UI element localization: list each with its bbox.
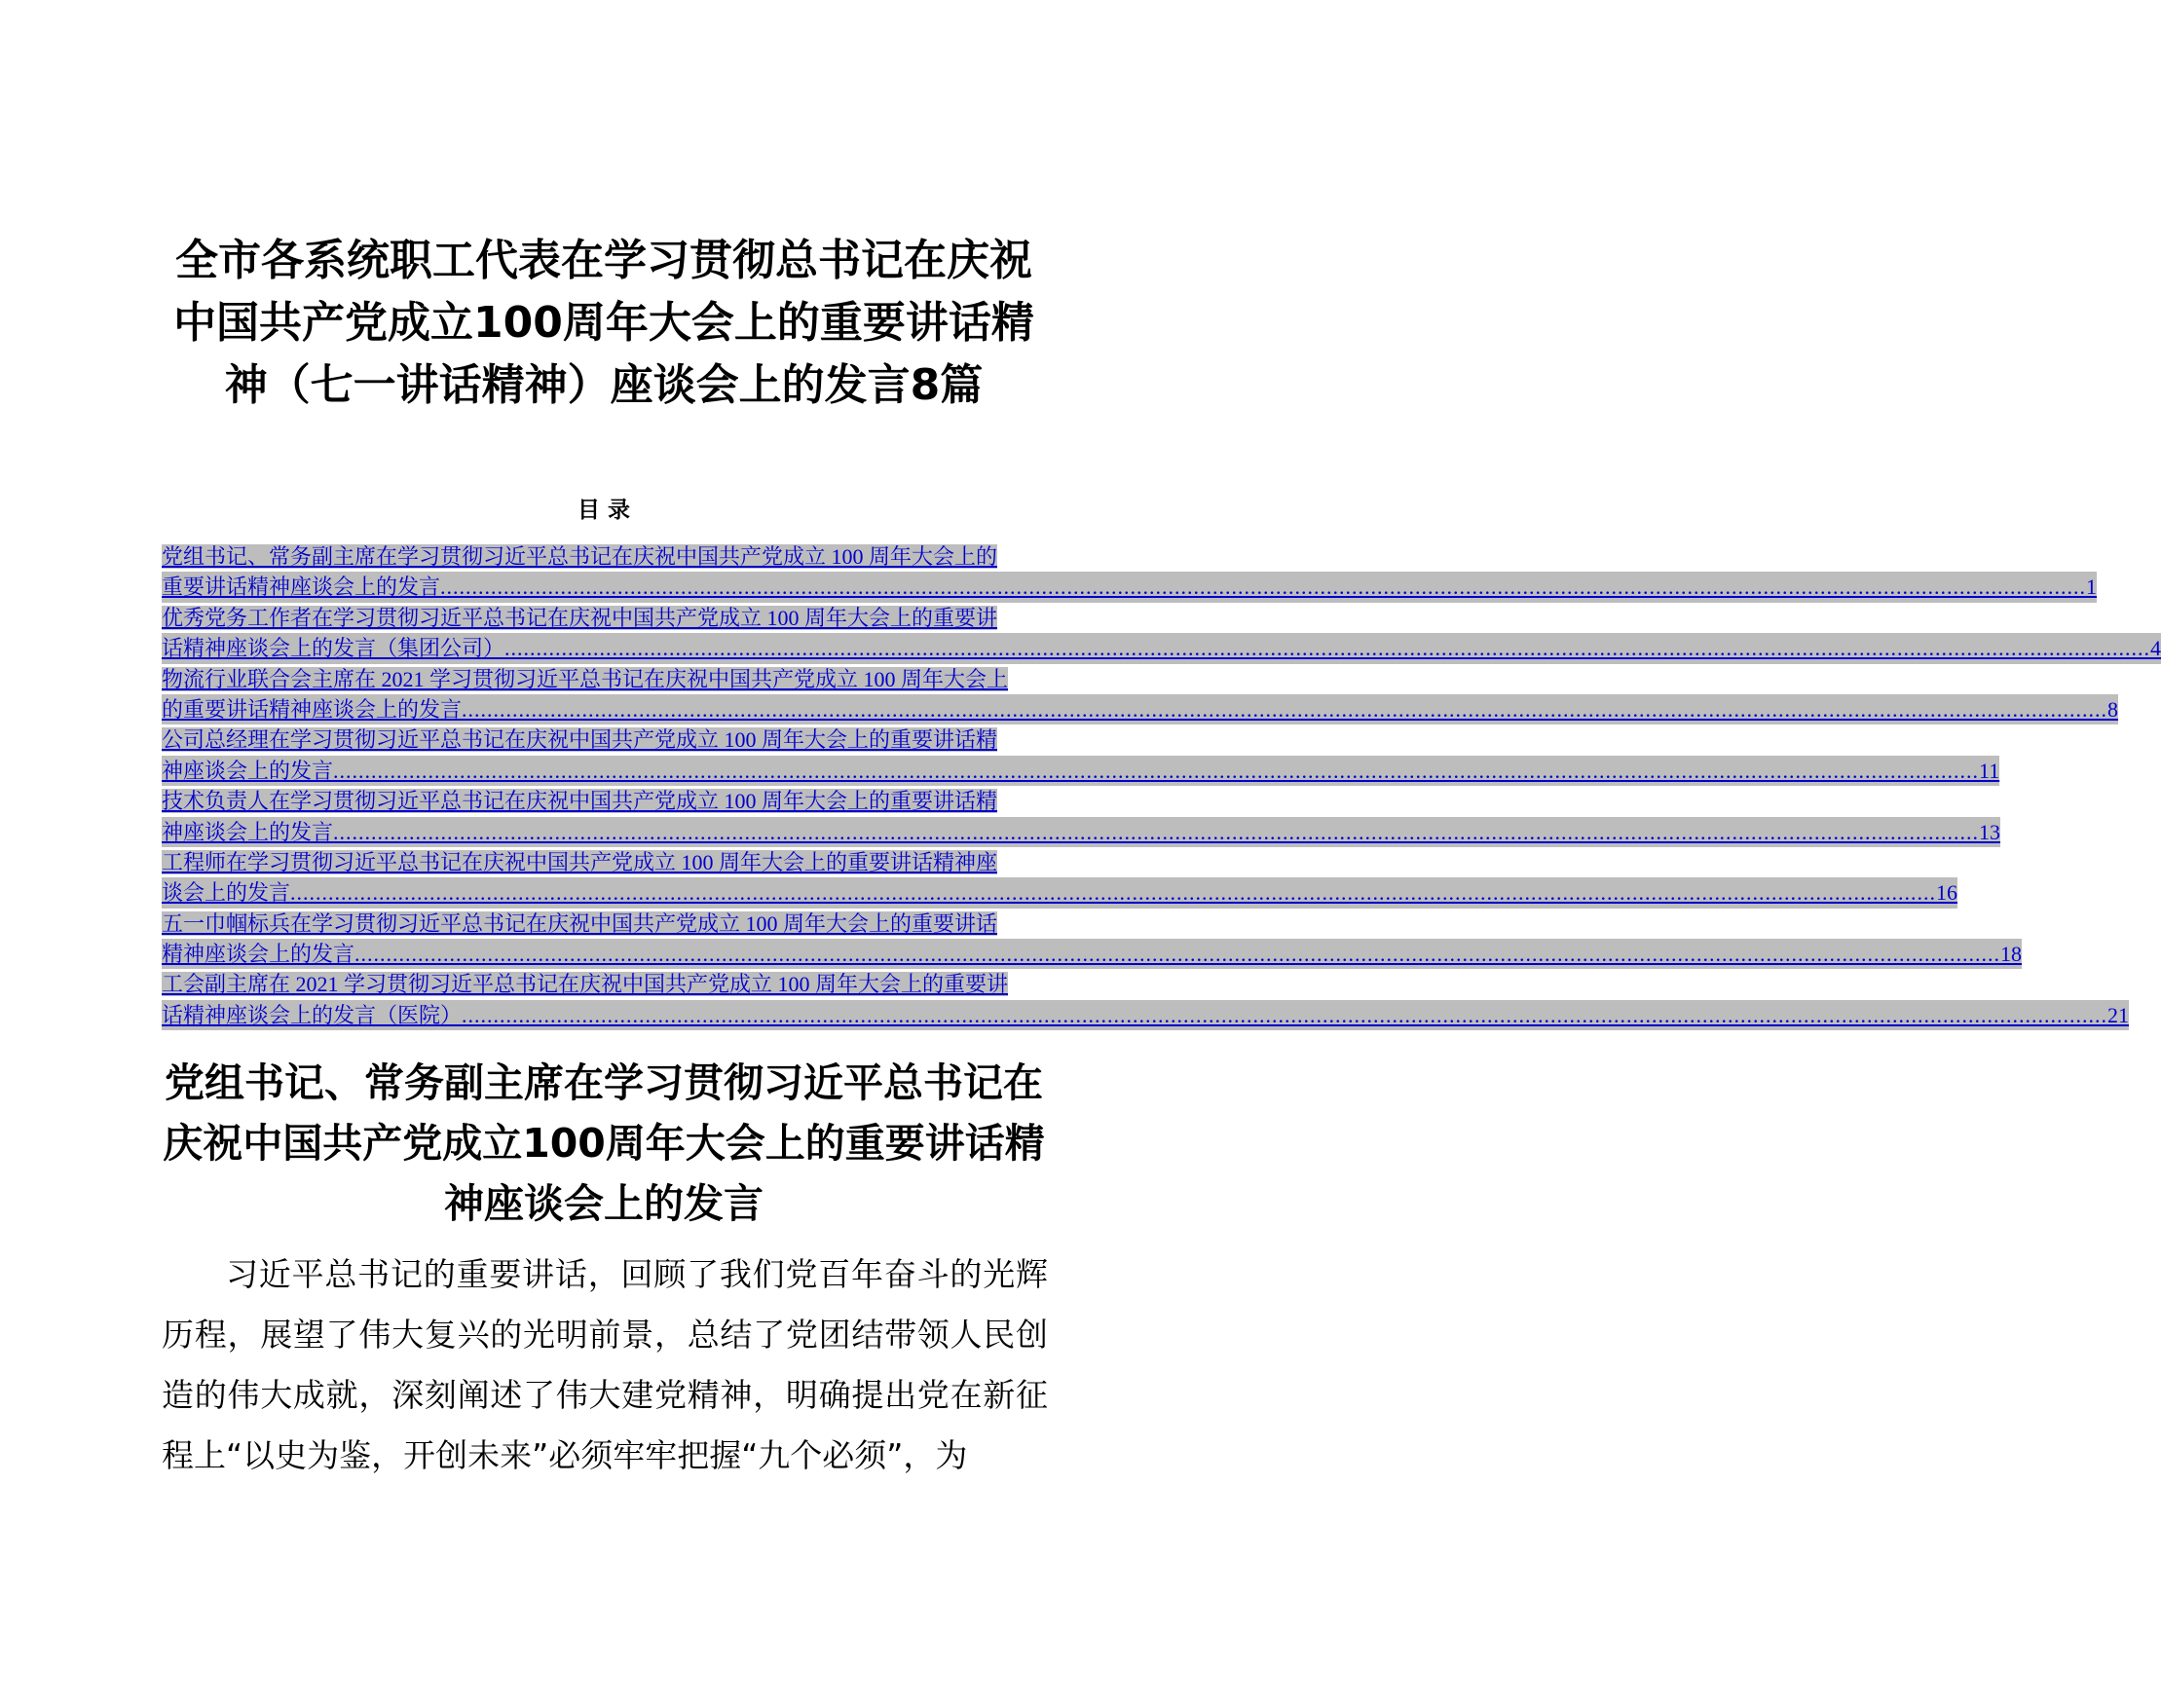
toc-entry-line[interactable]: [162, 541, 1048, 572]
toc-entry-title-part2[interactable]: 精神座谈会上的发言: [162, 939, 354, 969]
toc-entry-title-part1[interactable]: 技术负责人在学习贯彻习近平总书记在庆祝中国共产党成立 100 周年大会上的重要讲话精: [162, 789, 998, 814]
toc-entry-title-part2[interactable]: 神座谈会上的发言: [162, 817, 333, 847]
body-paragraph: 习近平总书记的重要讲话，回顾了我们党百年奋斗的光辉历程，展望了伟大复兴的光明前景，总结了党团结带领人民创造的伟大成就，深刻阐述了伟大建党精神，明确提出党在新征程上“以史为鉴，开创未来”必须牢牢把握“九个必须”，为: [162, 1255, 1048, 1474]
toc-page-number[interactable]: 16: [1936, 877, 1957, 908]
toc-entry-line[interactable]: [162, 603, 1048, 633]
table-of-contents: [162, 541, 2161, 1030]
toc-entry-title-part1[interactable]: 优秀党务工作者在学习贯彻习近平总书记在庆祝中国共产党成立 100 周年大会上的重要讲: [162, 605, 998, 630]
toc-entry[interactable]: [162, 603, 2161, 664]
toc-entry-line[interactable]: [162, 939, 2023, 969]
toc-leader-dots: ....................................................................................................................................................................................................................................................................: [462, 694, 2107, 724]
toc-entry[interactable]: [162, 847, 1958, 909]
toc-page-number[interactable]: 8: [2107, 694, 2118, 724]
toc-entry[interactable]: [162, 724, 2000, 786]
toc-leader-dots: ....................................................................................................................................................................................................................................................................: [290, 877, 1936, 908]
document-title: 全市各系统职工代表在学习贯彻总书记在庆祝中国共产党成立100周年大会上的重要讲话精神（七一讲话精神）座谈会上的发言8篇: [173, 236, 1034, 410]
toc-entry-title-part1[interactable]: 物流行业联合会主席在 2021 学习贯彻习近平总书记在庆祝中国共产党成立 100 周年大会上: [162, 666, 1009, 691]
toc-entry-title-part1[interactable]: 公司总经理在学习贯彻习近平总书记在庆祝中国共产党成立 100 周年大会上的重要讲话精: [162, 727, 998, 753]
toc-leader-dots: ....................................................................................................................................................................................................................................................................: [333, 817, 1979, 847]
toc-entry-title-part2[interactable]: 话精神座谈会上的发言（医院）: [162, 1000, 462, 1030]
toc-entry-line[interactable]: [162, 724, 1048, 755]
toc-page-number[interactable]: 18: [2000, 939, 2022, 969]
toc-entry-title-part2[interactable]: 重要讲话精神座谈会上的发言: [162, 572, 440, 602]
toc-entry-title-part2[interactable]: 神座谈会上的发言: [162, 756, 333, 786]
toc-entry-title-part1[interactable]: 工会副主席在 2021 学习贯彻习近平总书记在庆祝中国共产党成立 100 周年大会上的重要讲: [162, 972, 1009, 997]
toc-heading: 目 录: [577, 498, 630, 523]
toc-entry-line[interactable]: [162, 572, 2098, 602]
toc-entry-line[interactable]: [162, 969, 1048, 999]
toc-entry-line[interactable]: [162, 664, 1048, 694]
toc-entry-line[interactable]: [162, 756, 2000, 786]
toc-entry-line[interactable]: [162, 633, 2161, 663]
toc-page-number[interactable]: 1: [2086, 572, 2097, 602]
toc-page-number[interactable]: 4: [2150, 633, 2161, 663]
toc-entry-title-part1[interactable]: 五一巾帼标兵在学习贯彻习近平总书记在庆祝中国共产党成立 100 周年大会上的重要讲话: [162, 910, 998, 936]
toc-entry-title-part1[interactable]: 工程师在学习贯彻习近平总书记在庆祝中国共产党成立 100 周年大会上的重要讲话精神座: [162, 849, 998, 874]
toc-entry[interactable]: [162, 969, 2130, 1030]
toc-entry-line[interactable]: [162, 847, 1048, 877]
toc-entry-line[interactable]: [162, 877, 1958, 908]
toc-entry-title-part2[interactable]: 的重要讲话精神座谈会上的发言: [162, 694, 462, 724]
toc-entry-line[interactable]: [162, 817, 2001, 847]
toc-leader-dots: ....................................................................................................................................................................................................................................................................: [333, 756, 1979, 786]
toc-entry-title-part2[interactable]: 话精神座谈会上的发言（集团公司）: [162, 633, 504, 663]
toc-entry-title-part1[interactable]: 党组书记、常务副主席在学习贯彻习近平总书记在庆祝中国共产党成立 100 周年大会上的: [162, 544, 998, 569]
toc-entry[interactable]: [162, 909, 2023, 970]
section-title: 党组书记、常务副主席在学习贯彻习近平总书记在庆祝中国共产党成立100周年大会上的重要讲话精神座谈会上的发言: [163, 1059, 1045, 1227]
toc-leader-dots: ....................................................................................................................................................................................................................................................................: [462, 1000, 2107, 1030]
toc-entry-line[interactable]: [162, 1000, 2130, 1030]
toc-entry-line[interactable]: [162, 694, 2119, 724]
toc-page-number[interactable]: 11: [1979, 756, 1999, 786]
toc-entry-line[interactable]: [162, 786, 1048, 816]
toc-entry-title-part2[interactable]: 谈会上的发言: [162, 877, 290, 908]
toc-entry-line[interactable]: [162, 909, 1048, 939]
toc-leader-dots: ....................................................................................................................................................................................................................................................................: [440, 572, 2086, 602]
toc-page-number[interactable]: 21: [2107, 1000, 2129, 1030]
toc-page-number[interactable]: 13: [1979, 817, 2000, 847]
toc-leader-dots: ....................................................................................................................................................................................................................................................................: [504, 633, 2150, 663]
toc-entry[interactable]: [162, 541, 2098, 603]
toc-entry[interactable]: [162, 664, 2119, 725]
toc-leader-dots: ....................................................................................................................................................................................................................................................................: [354, 939, 2000, 969]
toc-entry[interactable]: [162, 786, 2001, 847]
